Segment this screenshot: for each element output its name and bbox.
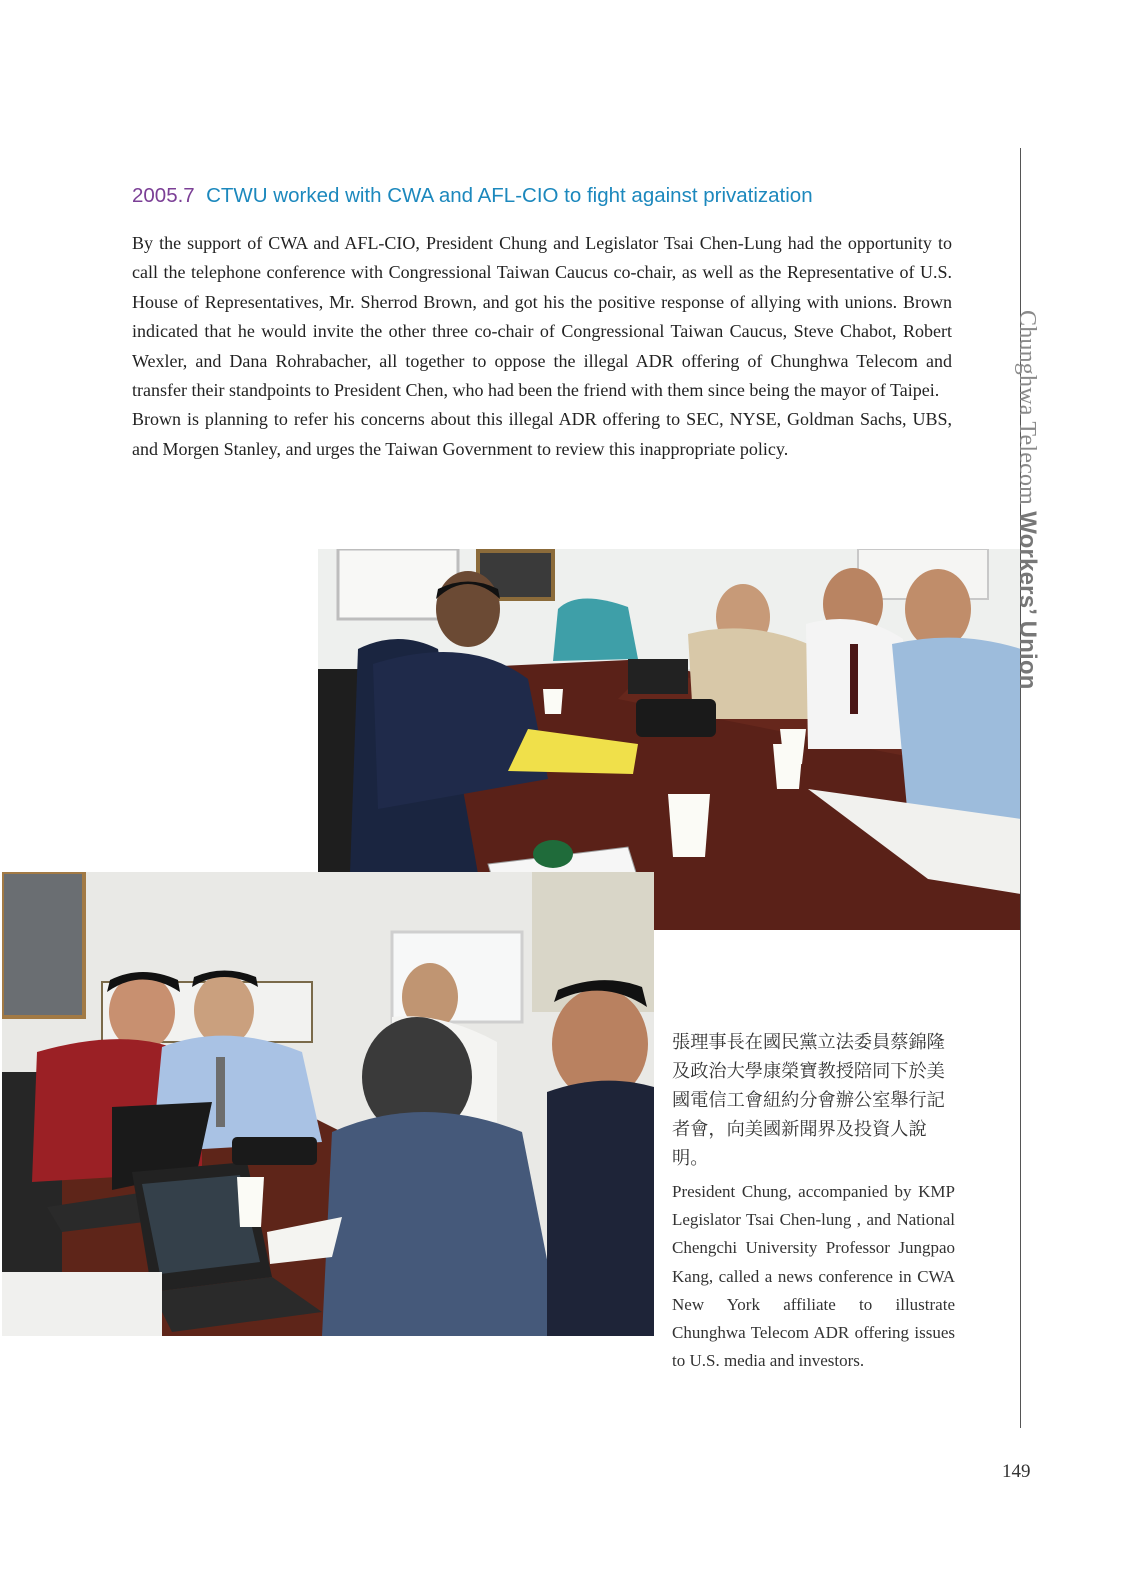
side-title-part2: Workers’ Union: [1014, 511, 1041, 690]
body-text: [132, 229, 952, 464]
body-paragraph-1: By the support of CWA and AFL-CIO, President Chung and Legislator Tsai Chen-Lung had the opportunity to call the telephone conference with Congressional Taiwan Caucus co-chair, as well as the Representative of U.S. House of Representatives, Mr. Sherrod Brown, and got his the positive response of allying with unions. Brown indicated that he would invite the other three co-chair of Congressional Taiwan Caucus, Steve Chabot, Robert Wexler, and Dana Rohrabacher, all together to oppose the illegal ADR offering of Chunghwa Telecom and transfer their standpoints to President Chen, who had been the friend with them since being the mayor of Taipei.: [132, 233, 952, 401]
page-number: 149: [1002, 1461, 1031, 1482]
section-heading: [132, 184, 992, 208]
heading-year: 2005.7: [132, 184, 195, 207]
side-title-part1: Chunghwa Telecom: [1014, 310, 1040, 512]
heading-title: CTWU worked with CWA and AFL-CIO to fight against privatization: [206, 184, 813, 207]
caption-chinese: 張理事長在國民黨立法委員蔡錦隆及政治大學康榮寶教授陪同下於美國電信工會紐約分會辦公室舉行記者會，向美國新聞界及投資人說明。: [672, 1032, 945, 1169]
body-paragraph-2: Brown is planning to refer his concerns about this illegal ADR offering to SEC, NYSE, Goldman Sachs, UBS, and Morgen Stanley, and urges the Taiwan Government to review this inappropriate policy.: [132, 409, 952, 459]
photo-news-conference: [2, 872, 654, 1336]
caption-english: President Chung, accompanied by KMP Legislator Tsai Chen-lung , and National Chengchi University Professor Jungpao Kang, called a news conference in CWA New York affiliate to illustrate Chunghwa Telecom ADR offering issues to U.S. media and investors.: [672, 1182, 955, 1371]
side-running-title: [1013, 310, 1041, 690]
